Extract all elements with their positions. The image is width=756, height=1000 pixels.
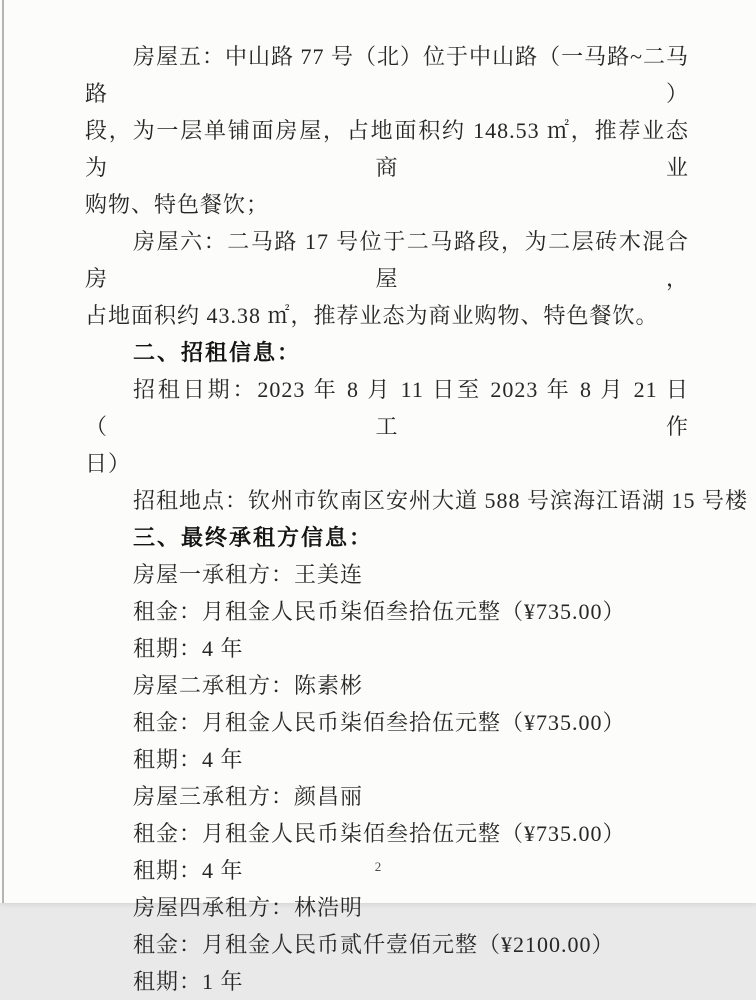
line-house1-term: 租期：4 年	[133, 636, 244, 661]
heading-final-tenants: 三、最终承租方信息：	[133, 525, 374, 550]
para-house5-line3: 购物、特色餐饮；	[85, 192, 270, 217]
line-house1-tenant: 房屋一承租方：王美连	[133, 562, 364, 587]
line-rental-date-1: 招租日期：2023 年 8 月 11 日至 2023 年 8 月 21 日（工作	[85, 377, 689, 439]
para-house5-line1: 房屋五：中山路 77 号（北）位于中山路（一马路~二马路）	[85, 44, 689, 106]
line-house2-term: 租期：4 年	[133, 747, 244, 772]
line-house3-term: 租期：4 年	[133, 858, 244, 883]
line-house4-tenant: 房屋四承租方：林浩明	[133, 895, 364, 920]
page-number: 2	[374, 859, 382, 874]
line-house3-tenant: 房屋三承租方：颜昌丽	[133, 784, 364, 809]
para-house6-line1: 房屋六：二马路 17 号位于二马路段，为二层砖木混合房屋，	[85, 229, 689, 291]
line-house2-rent: 租金：月租金人民币柒佰叁拾伍元整（¥735.00）	[133, 710, 626, 735]
document-body	[85, 38, 749, 1000]
line-house4-rent: 租金：月租金人民币贰仟壹佰元整（¥2100.00）	[133, 932, 615, 957]
para-house6-line2: 占地面积约 43.38 ㎡，推荐业态为商业购物、特色餐饮。	[85, 303, 659, 328]
para-house5-line2: 段，为一层单铺面房屋，占地面积约 148.53 ㎡，推荐业态为商业	[85, 118, 689, 180]
line-rental-date-2: 日）	[85, 451, 132, 476]
scan-edge-artifact	[2, 0, 4, 903]
line-house2-tenant: 房屋二承租方：陈素彬	[133, 673, 364, 698]
heading-rental-info: 二、招租信息：	[133, 340, 302, 365]
line-house1-rent: 租金：月租金人民币柒佰叁拾伍元整（¥735.00）	[133, 599, 626, 624]
line-rental-location: 招租地点：钦州市钦南区安州大道 588 号滨海江语湖 15 号楼	[133, 488, 749, 513]
line-house4-term: 租期：1 年	[133, 969, 244, 994]
line-house3-rent: 租金：月租金人民币柒佰叁拾伍元整（¥735.00）	[133, 821, 626, 846]
